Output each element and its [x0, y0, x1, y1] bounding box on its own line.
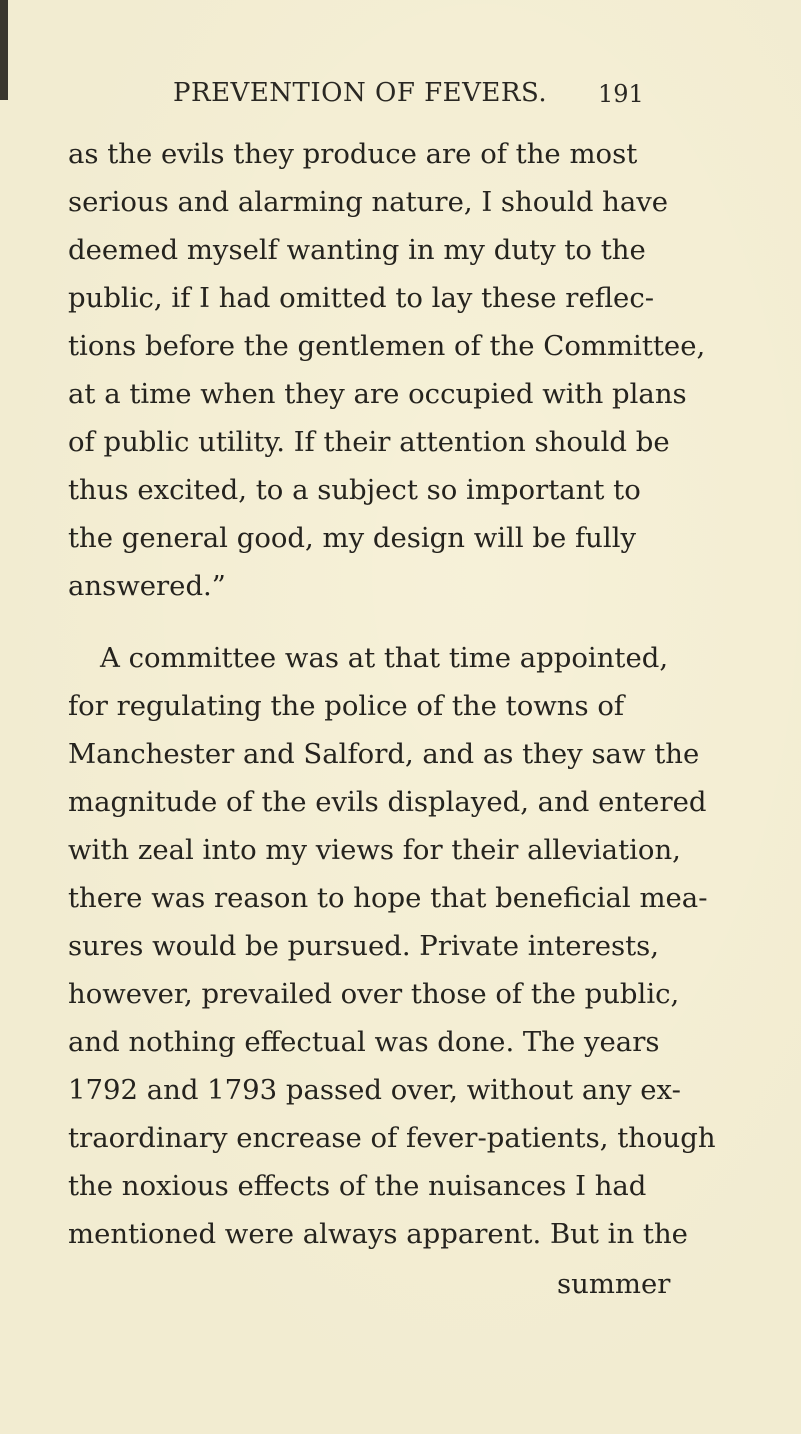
text-line: sures would be pursued. Private interests, [68, 930, 660, 962]
text-line: public, if I had omitted to lay these reflec- [68, 282, 655, 314]
text-line: at a time when they are occupied with plans [68, 378, 687, 410]
text-line: and nothing effectual was done. The years [68, 1026, 660, 1058]
text-line: the noxious effects of the nuisances I had [68, 1170, 647, 1202]
text-line: thus excited, to a subject so important to [68, 474, 641, 506]
running-title: PREVENTION OF FEVERS. [173, 78, 548, 108]
text-line: of public utility. If their attention should be [68, 426, 670, 458]
paragraph-first-line: A committee was at that time appointed, [100, 642, 669, 674]
text-line: serious and alarming nature, I should have [68, 186, 669, 218]
text-line: the general good, my design will be fully [68, 522, 637, 554]
text-line: as the evils they produce are of the most [68, 138, 638, 170]
text-line: Manchester and Salford, and as they saw the [68, 738, 700, 770]
page-number: 191 [598, 80, 644, 108]
text-line: however, prevailed over those of the public, [68, 978, 680, 1010]
text-line: magnitude of the evils displayed, and entered [68, 786, 707, 818]
text-line: for regulating the police of the towns of [68, 690, 625, 722]
text-line: mentioned were always apparent. But in the [68, 1218, 688, 1250]
text-line: there was reason to hope that beneficial mea- [68, 882, 708, 914]
page-header [0, 74, 801, 118]
text-line: deemed myself wanting in my duty to the [68, 234, 646, 266]
text-line: 1792 and 1793 passed over, without any ex- [68, 1074, 681, 1106]
text-line: answered.” [68, 570, 226, 602]
catchword: summer [557, 1268, 671, 1300]
text-line: tions before the gentlemen of the Committee, [68, 330, 706, 362]
text-line: with zeal into my views for their alleviation, [68, 834, 681, 866]
text-line: traordinary encrease of fever-patients, though [68, 1122, 716, 1154]
